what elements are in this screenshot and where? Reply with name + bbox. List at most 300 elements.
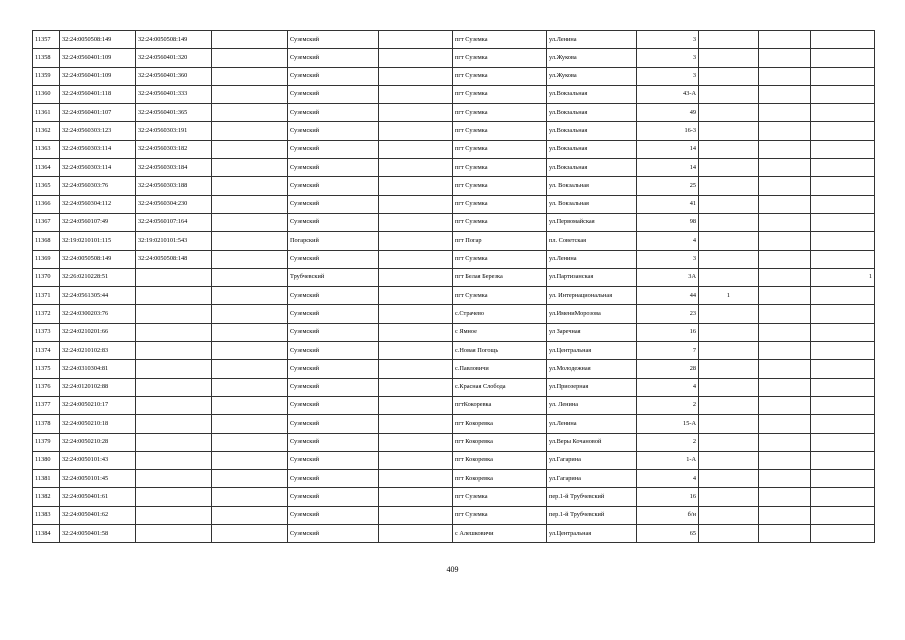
flag-cell: [699, 305, 759, 323]
parent-cadastral-number-cell: [136, 342, 212, 360]
empty-cell: [379, 104, 453, 122]
empty-cell: [379, 122, 453, 140]
cadastral-number-cell: 32:24:0120102:88: [60, 378, 136, 396]
house-number-cell: 3: [637, 31, 699, 49]
parent-cadastral-number-cell: [136, 287, 212, 305]
empty-cell: [379, 396, 453, 414]
street-cell: ул.Вокзальная: [547, 85, 637, 103]
empty-cell: [379, 287, 453, 305]
table-row: [33, 213, 875, 231]
empty-cell: [212, 31, 288, 49]
cadastral-number-cell: 32:24:0050508:149: [60, 31, 136, 49]
district-cell: Суземский: [288, 488, 379, 506]
empty-cell: [379, 67, 453, 85]
street-cell: ул.Веры Кочановой: [547, 433, 637, 451]
extra-value-cell: [811, 488, 875, 506]
cadastral-number-cell: 32:19:0210101:115: [60, 232, 136, 250]
flag-cell: [699, 67, 759, 85]
settlement-cell: пгт Суземка: [453, 195, 547, 213]
empty-cell: [212, 104, 288, 122]
empty-cell: [379, 85, 453, 103]
empty-cell: [759, 415, 811, 433]
street-cell: пер.1-й Трубчевский: [547, 488, 637, 506]
street-cell: ул.Вокзальная: [547, 140, 637, 158]
empty-cell: [379, 177, 453, 195]
table-row: [33, 396, 875, 414]
parent-cadastral-number-cell: 32:24:0560304:230: [136, 195, 212, 213]
row-number-cell: 11371: [33, 287, 60, 305]
street-cell: ул.Вокзальная: [547, 104, 637, 122]
district-cell: Суземский: [288, 506, 379, 524]
extra-value-cell: [811, 140, 875, 158]
empty-cell: [212, 232, 288, 250]
settlement-cell: пгт Погар: [453, 232, 547, 250]
row-number-cell: 11357: [33, 31, 60, 49]
empty-cell: [379, 506, 453, 524]
district-cell: Суземский: [288, 525, 379, 543]
table-row: [33, 140, 875, 158]
table-row: [33, 232, 875, 250]
registry-table: [32, 30, 875, 543]
cadastral-number-cell: 32:24:0560303:76: [60, 177, 136, 195]
row-number-cell: 11384: [33, 525, 60, 543]
row-number-cell: 11378: [33, 415, 60, 433]
row-number-cell: 11358: [33, 49, 60, 67]
row-number-cell: 11376: [33, 378, 60, 396]
extra-value-cell: [811, 378, 875, 396]
flag-cell: [699, 342, 759, 360]
parent-cadastral-number-cell: 32:24:0560401:320: [136, 49, 212, 67]
empty-cell: [759, 360, 811, 378]
settlement-cell: с Алешковичи: [453, 525, 547, 543]
district-cell: Суземский: [288, 49, 379, 67]
settlement-cell: пгт Суземка: [453, 85, 547, 103]
empty-cell: [759, 287, 811, 305]
settlement-cell: пгт Суземка: [453, 213, 547, 231]
extra-value-cell: 1: [811, 268, 875, 286]
empty-cell: [212, 250, 288, 268]
table-row: [33, 433, 875, 451]
house-number-cell: 3: [637, 67, 699, 85]
table-row: [33, 250, 875, 268]
extra-value-cell: [811, 525, 875, 543]
street-cell: ул Заречная: [547, 323, 637, 341]
extra-value-cell: [811, 396, 875, 414]
cadastral-number-cell: 32:24:0560303:123: [60, 122, 136, 140]
extra-value-cell: [811, 232, 875, 250]
settlement-cell: с Ямное: [453, 323, 547, 341]
parent-cadastral-number-cell: 32:19:0210101:543: [136, 232, 212, 250]
flag-cell: [699, 525, 759, 543]
street-cell: ул. Ленина: [547, 396, 637, 414]
extra-value-cell: [811, 360, 875, 378]
street-cell: ул.Ленина: [547, 31, 637, 49]
empty-cell: [379, 433, 453, 451]
empty-cell: [759, 451, 811, 469]
row-number-cell: 11382: [33, 488, 60, 506]
flag-cell: [699, 323, 759, 341]
empty-cell: [759, 67, 811, 85]
house-number-cell: 7: [637, 342, 699, 360]
row-number-cell: 11380: [33, 451, 60, 469]
street-cell: ул.Первомайская: [547, 213, 637, 231]
street-cell: пер.1-й Трубчевский: [547, 506, 637, 524]
row-number-cell: 11361: [33, 104, 60, 122]
empty-cell: [379, 195, 453, 213]
cadastral-number-cell: 32:24:0050210:17: [60, 396, 136, 414]
street-cell: ул.Ленина: [547, 250, 637, 268]
parent-cadastral-number-cell: 32:24:0050508:148: [136, 250, 212, 268]
empty-cell: [379, 525, 453, 543]
empty-cell: [212, 85, 288, 103]
extra-value-cell: [811, 31, 875, 49]
house-number-cell: 2: [637, 433, 699, 451]
parent-cadastral-number-cell: 32:24:0560401:360: [136, 67, 212, 85]
empty-cell: [212, 433, 288, 451]
empty-cell: [212, 506, 288, 524]
house-number-cell: 44: [637, 287, 699, 305]
cadastral-number-cell: 32:24:0560303:114: [60, 140, 136, 158]
parent-cadastral-number-cell: 32:24:0560401:333: [136, 85, 212, 103]
flag-cell: [699, 360, 759, 378]
cadastral-number-cell: 32:24:0560401:109: [60, 49, 136, 67]
district-cell: Суземский: [288, 342, 379, 360]
row-number-cell: 11367: [33, 213, 60, 231]
parent-cadastral-number-cell: 32:24:0560303:184: [136, 159, 212, 177]
flag-cell: [699, 85, 759, 103]
empty-cell: [759, 396, 811, 414]
parent-cadastral-number-cell: 32:24:0560303:191: [136, 122, 212, 140]
district-cell: Суземский: [288, 104, 379, 122]
district-cell: Суземский: [288, 305, 379, 323]
flag-cell: [699, 49, 759, 67]
house-number-cell: 1-А: [637, 451, 699, 469]
empty-cell: [212, 177, 288, 195]
empty-cell: [379, 31, 453, 49]
row-number-cell: 11383: [33, 506, 60, 524]
extra-value-cell: [811, 287, 875, 305]
settlement-cell: пгт Кокоревка: [453, 451, 547, 469]
empty-cell: [759, 268, 811, 286]
parent-cadastral-number-cell: [136, 525, 212, 543]
settlement-cell: с.Новая Погощь: [453, 342, 547, 360]
settlement-cell: с.Страчево: [453, 305, 547, 323]
house-number-cell: 3: [637, 250, 699, 268]
parent-cadastral-number-cell: 32:24:0560107:164: [136, 213, 212, 231]
table-row: [33, 506, 875, 524]
house-number-cell: 41: [637, 195, 699, 213]
house-number-cell: 14: [637, 140, 699, 158]
empty-cell: [212, 323, 288, 341]
extra-value-cell: [811, 49, 875, 67]
table-row: [33, 177, 875, 195]
street-cell: ул. Вокзальная: [547, 195, 637, 213]
flag-cell: [699, 104, 759, 122]
page-number: 409: [446, 565, 459, 574]
empty-cell: [759, 305, 811, 323]
house-number-cell: 16: [637, 323, 699, 341]
table-row: [33, 470, 875, 488]
settlement-cell: пгт Суземка: [453, 250, 547, 268]
table-row: [33, 488, 875, 506]
empty-cell: [759, 31, 811, 49]
street-cell: ул.Гагарина: [547, 470, 637, 488]
cadastral-number-cell: 32:24:0560107:49: [60, 213, 136, 231]
street-cell: ул.Молодежная: [547, 360, 637, 378]
empty-cell: [212, 195, 288, 213]
extra-value-cell: [811, 67, 875, 85]
district-cell: Суземский: [288, 122, 379, 140]
parent-cadastral-number-cell: [136, 488, 212, 506]
cadastral-number-cell: 32:26:0210228:51: [60, 268, 136, 286]
cadastral-number-cell: 32:24:0560401:109: [60, 67, 136, 85]
house-number-cell: 2: [637, 396, 699, 414]
empty-cell: [379, 250, 453, 268]
settlement-cell: пгт Суземка: [453, 122, 547, 140]
extra-value-cell: [811, 85, 875, 103]
cadastral-number-cell: 32:24:0560303:114: [60, 159, 136, 177]
empty-cell: [759, 140, 811, 158]
table-row: [33, 268, 875, 286]
settlement-cell: пгт Кокоревка: [453, 415, 547, 433]
settlement-cell: пгтКокоревка: [453, 396, 547, 414]
row-number-cell: 11364: [33, 159, 60, 177]
street-cell: ул.ИмениМорозова: [547, 305, 637, 323]
district-cell: Суземский: [288, 85, 379, 103]
row-number-cell: 11363: [33, 140, 60, 158]
house-number-cell: 16: [637, 488, 699, 506]
flag-cell: [699, 122, 759, 140]
empty-cell: [759, 213, 811, 231]
flag-cell: [699, 433, 759, 451]
empty-cell: [759, 342, 811, 360]
row-number-cell: 11360: [33, 85, 60, 103]
cadastral-number-cell: 32:24:0310304:81: [60, 360, 136, 378]
house-number-cell: 28: [637, 360, 699, 378]
table-row: [33, 67, 875, 85]
parent-cadastral-number-cell: [136, 378, 212, 396]
table-row: [33, 360, 875, 378]
parent-cadastral-number-cell: [136, 360, 212, 378]
cadastral-number-cell: 32:24:0210102:83: [60, 342, 136, 360]
extra-value-cell: [811, 213, 875, 231]
settlement-cell: пгт Белая Березка: [453, 268, 547, 286]
parent-cadastral-number-cell: 32:24:0050508:149: [136, 31, 212, 49]
extra-value-cell: [811, 305, 875, 323]
parent-cadastral-number-cell: 32:24:0560303:182: [136, 140, 212, 158]
street-cell: ул.Жукова: [547, 67, 637, 85]
flag-cell: [699, 232, 759, 250]
parent-cadastral-number-cell: [136, 506, 212, 524]
row-number-cell: 11381: [33, 470, 60, 488]
house-number-cell: б/н: [637, 506, 699, 524]
flag-cell: [699, 470, 759, 488]
empty-cell: [212, 360, 288, 378]
empty-cell: [759, 177, 811, 195]
empty-cell: [379, 488, 453, 506]
settlement-cell: с.Красная Слобода: [453, 378, 547, 396]
district-cell: Суземский: [288, 360, 379, 378]
extra-value-cell: [811, 195, 875, 213]
empty-cell: [379, 213, 453, 231]
street-cell: ул.Центральная: [547, 525, 637, 543]
empty-cell: [759, 433, 811, 451]
settlement-cell: пгт Суземка: [453, 67, 547, 85]
street-cell: пл. Советская: [547, 232, 637, 250]
house-number-cell: 4: [637, 232, 699, 250]
registry-table-body: [33, 31, 875, 543]
district-cell: Суземский: [288, 250, 379, 268]
table-row: [33, 305, 875, 323]
flag-cell: [699, 268, 759, 286]
table-row: [33, 195, 875, 213]
house-number-cell: 16-3: [637, 122, 699, 140]
empty-cell: [212, 122, 288, 140]
empty-cell: [759, 85, 811, 103]
extra-value-cell: [811, 177, 875, 195]
empty-cell: [379, 268, 453, 286]
empty-cell: [379, 159, 453, 177]
street-cell: ул.Центральная: [547, 342, 637, 360]
row-number-cell: 11373: [33, 323, 60, 341]
extra-value-cell: [811, 250, 875, 268]
house-number-cell: 23: [637, 305, 699, 323]
street-cell: ул.Жукова: [547, 49, 637, 67]
table-row: [33, 525, 875, 543]
empty-cell: [212, 396, 288, 414]
extra-value-cell: [811, 470, 875, 488]
district-cell: Суземский: [288, 195, 379, 213]
row-number-cell: 11370: [33, 268, 60, 286]
district-cell: Погарский: [288, 232, 379, 250]
table-row: [33, 85, 875, 103]
street-cell: ул.Приозерная: [547, 378, 637, 396]
empty-cell: [759, 506, 811, 524]
street-cell: ул. Вокзальная: [547, 177, 637, 195]
district-cell: Суземский: [288, 287, 379, 305]
empty-cell: [212, 67, 288, 85]
parent-cadastral-number-cell: [136, 305, 212, 323]
empty-cell: [379, 323, 453, 341]
flag-cell: [699, 213, 759, 231]
settlement-cell: пгт Суземка: [453, 488, 547, 506]
parent-cadastral-number-cell: 32:24:0560303:188: [136, 177, 212, 195]
house-number-cell: 25: [637, 177, 699, 195]
empty-cell: [212, 415, 288, 433]
empty-cell: [379, 49, 453, 67]
settlement-cell: пгт Суземка: [453, 31, 547, 49]
district-cell: Трубчевский: [288, 268, 379, 286]
flag-cell: [699, 250, 759, 268]
table-row: [33, 159, 875, 177]
empty-cell: [212, 451, 288, 469]
house-number-cell: 14: [637, 159, 699, 177]
parent-cadastral-number-cell: [136, 396, 212, 414]
house-number-cell: 65: [637, 525, 699, 543]
cadastral-number-cell: 32:24:0050401:62: [60, 506, 136, 524]
district-cell: Суземский: [288, 433, 379, 451]
district-cell: Суземский: [288, 213, 379, 231]
empty-cell: [212, 287, 288, 305]
street-cell: ул.Гагарина: [547, 451, 637, 469]
empty-cell: [759, 488, 811, 506]
cadastral-number-cell: 32:24:0050508:149: [60, 250, 136, 268]
parent-cadastral-number-cell: [136, 451, 212, 469]
empty-cell: [379, 140, 453, 158]
settlement-cell: пгт Суземка: [453, 287, 547, 305]
table-row: [33, 415, 875, 433]
extra-value-cell: [811, 433, 875, 451]
extra-value-cell: [811, 122, 875, 140]
extra-value-cell: [811, 323, 875, 341]
parent-cadastral-number-cell: 32:24:0560401:365: [136, 104, 212, 122]
empty-cell: [212, 342, 288, 360]
flag-cell: 1: [699, 287, 759, 305]
empty-cell: [379, 378, 453, 396]
empty-cell: [759, 104, 811, 122]
cadastral-number-cell: 32:24:0300203:76: [60, 305, 136, 323]
table-row: [33, 122, 875, 140]
settlement-cell: пгт Кокоревка: [453, 470, 547, 488]
district-cell: Суземский: [288, 323, 379, 341]
cadastral-number-cell: 32:24:0050101:43: [60, 451, 136, 469]
district-cell: Суземский: [288, 378, 379, 396]
empty-cell: [759, 378, 811, 396]
row-number-cell: 11379: [33, 433, 60, 451]
district-cell: Суземский: [288, 140, 379, 158]
empty-cell: [212, 140, 288, 158]
empty-cell: [759, 122, 811, 140]
cadastral-number-cell: 32:24:0560401:118: [60, 85, 136, 103]
extra-value-cell: [811, 451, 875, 469]
settlement-cell: пгт Суземка: [453, 159, 547, 177]
empty-cell: [379, 415, 453, 433]
empty-cell: [759, 195, 811, 213]
empty-cell: [759, 250, 811, 268]
empty-cell: [212, 470, 288, 488]
empty-cell: [379, 342, 453, 360]
row-number-cell: 11362: [33, 122, 60, 140]
street-cell: ул.Вокзальная: [547, 122, 637, 140]
table-row: [33, 451, 875, 469]
house-number-cell: 43-А: [637, 85, 699, 103]
flag-cell: [699, 396, 759, 414]
extra-value-cell: [811, 506, 875, 524]
empty-cell: [212, 525, 288, 543]
parent-cadastral-number-cell: [136, 323, 212, 341]
cadastral-number-cell: 32:24:0210201:66: [60, 323, 136, 341]
flag-cell: [699, 451, 759, 469]
empty-cell: [212, 159, 288, 177]
parent-cadastral-number-cell: [136, 268, 212, 286]
empty-cell: [212, 268, 288, 286]
table-row: [33, 342, 875, 360]
flag-cell: [699, 140, 759, 158]
district-cell: Суземский: [288, 177, 379, 195]
empty-cell: [379, 305, 453, 323]
district-cell: Суземский: [288, 415, 379, 433]
row-number-cell: 11372: [33, 305, 60, 323]
flag-cell: [699, 415, 759, 433]
settlement-cell: с.Павловичи: [453, 360, 547, 378]
empty-cell: [212, 378, 288, 396]
flag-cell: [699, 159, 759, 177]
flag-cell: [699, 488, 759, 506]
extra-value-cell: [811, 159, 875, 177]
empty-cell: [379, 360, 453, 378]
cadastral-number-cell: 32:24:0050210:28: [60, 433, 136, 451]
empty-cell: [212, 213, 288, 231]
